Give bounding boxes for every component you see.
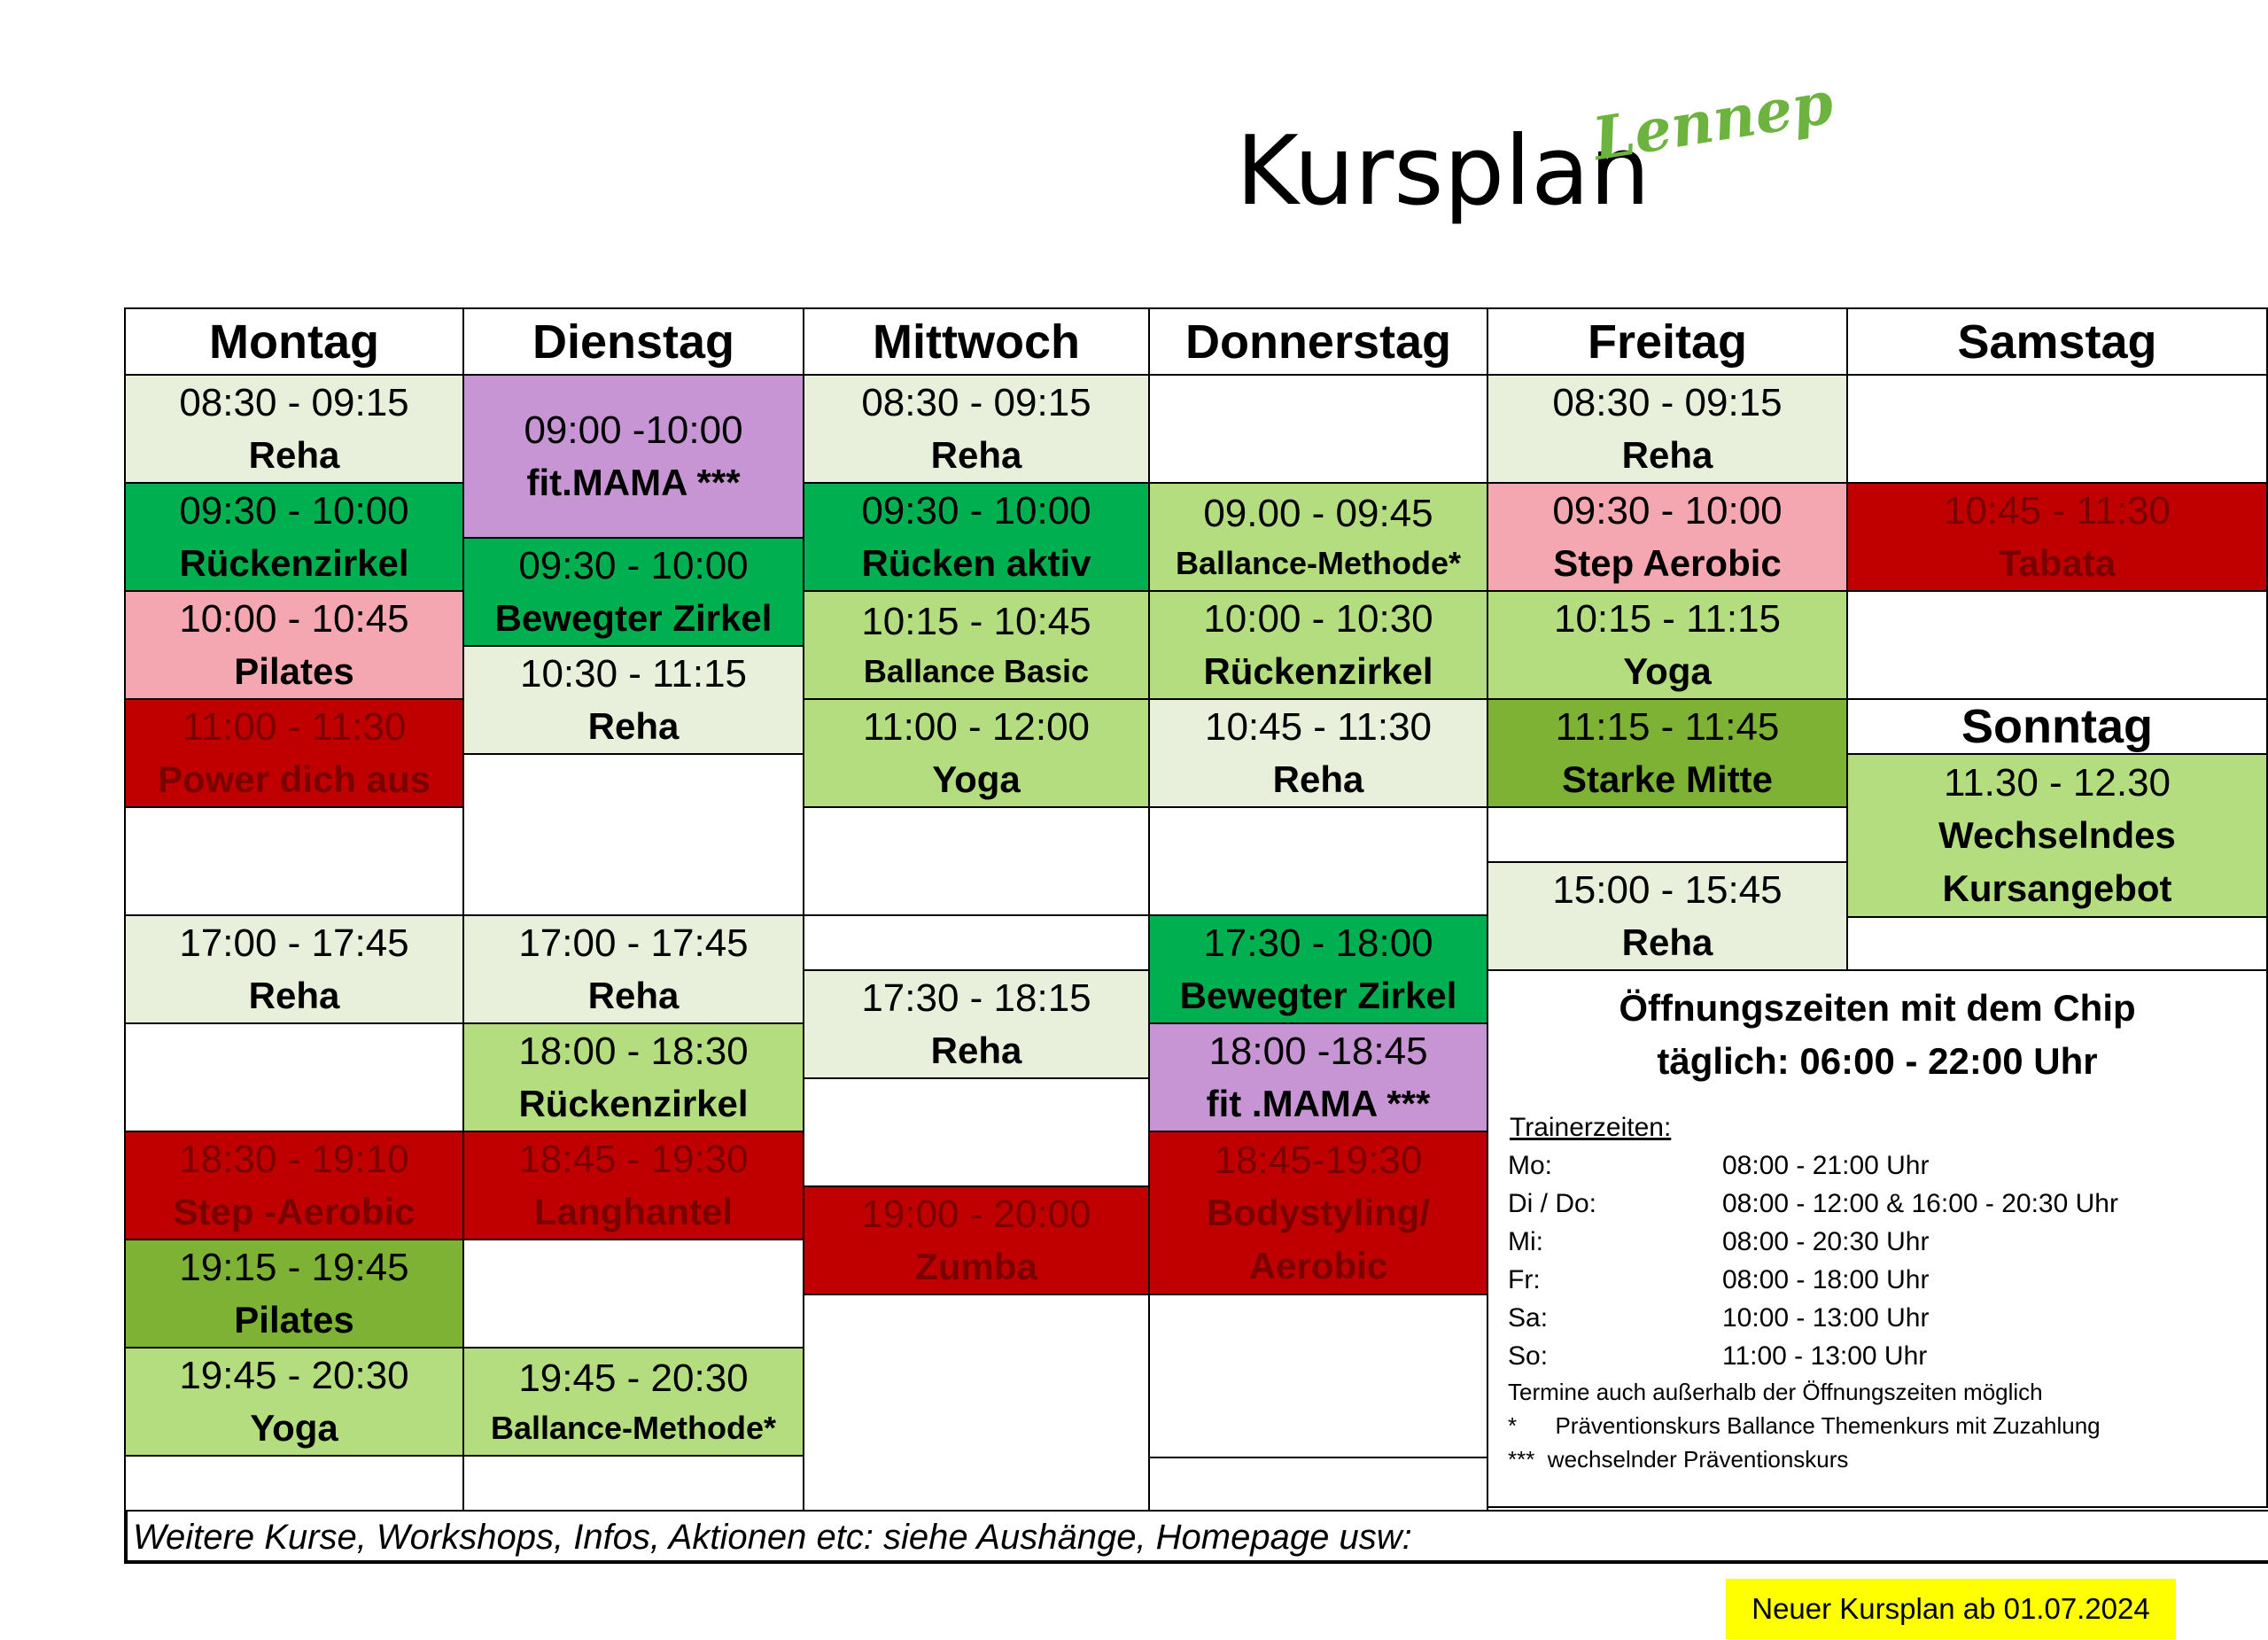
empty-cell <box>803 1294 1150 1512</box>
trainer-day: So: <box>1508 1341 1549 1371</box>
course-name-line2: Kursangebot <box>1942 867 2172 909</box>
course-name: Reha <box>587 705 680 747</box>
trainer-day: Fr: <box>1508 1265 1541 1294</box>
course-cell <box>1487 698 1848 808</box>
note-appointments: Termine auch außerhalb der Öffnungszeiten möglich <box>1508 1379 2043 1405</box>
course-name: Zumba <box>915 1246 1037 1287</box>
course-cell <box>1148 482 1488 592</box>
course-time: 09:30 - 10:00 <box>179 489 409 532</box>
page-title: Kursplan <box>1236 116 1651 227</box>
course-time: 08:30 - 09:15 <box>1552 381 1783 424</box>
course-name: Yoga <box>250 1407 338 1449</box>
course-name: Reha <box>930 1030 1022 1071</box>
course-time: 10:45 - 11:30 <box>1943 489 2171 532</box>
day-header-donnerstag: Donnerstag <box>1148 307 1488 376</box>
course-name: Yoga <box>1623 650 1712 692</box>
empty-cell <box>1846 916 2268 971</box>
course-cell <box>803 698 1150 808</box>
trainer-row <box>1508 1223 2266 1261</box>
course-time: 15:00 - 15:45 <box>1552 868 1783 912</box>
trainer-day: Sa: <box>1508 1303 1549 1333</box>
course-time: 19:00 - 20:00 <box>861 1193 1091 1236</box>
trainer-hours: 11:00 - 13:00 Uhr <box>1722 1341 1928 1371</box>
course-cell <box>462 1022 804 1132</box>
course-cell <box>124 914 464 1024</box>
course-cell <box>462 1131 804 1240</box>
course-name: Reha <box>1621 921 1713 963</box>
course-name: fit.MAMA *** <box>526 462 741 503</box>
opening-hours: täglich: 06:00 - 22:00 Uhr <box>1657 1040 2098 1082</box>
course-cell <box>124 1131 464 1240</box>
course-time: 09:30 - 10:00 <box>1552 489 1783 532</box>
course-name: Reha <box>587 975 680 1016</box>
course-name: Ballance-Methode* <box>1175 545 1462 581</box>
empty-cell <box>124 1455 464 1512</box>
empty-cell <box>1846 374 2268 484</box>
course-time: 17:30 - 18:15 <box>861 976 1091 1020</box>
trainer-title: Trainerzeiten: <box>1510 1113 1672 1142</box>
course-name: Reha <box>1621 434 1713 476</box>
course-cell <box>124 1347 464 1457</box>
opening-title: Öffnungszeiten mit dem Chip <box>1619 987 2136 1029</box>
course-cell <box>124 590 464 700</box>
course-cell <box>1148 590 1488 700</box>
course-name: Reha <box>930 434 1022 476</box>
course-name: Starke Mitte <box>1561 758 1774 800</box>
course-name: Pilates <box>234 650 354 692</box>
trainer-day: Di / Do: <box>1508 1189 1597 1218</box>
course-name: Bodystyling/ <box>1206 1192 1431 1233</box>
course-time: 09:30 - 10:00 <box>518 544 749 587</box>
empty-cell <box>124 806 464 916</box>
course-time: 10:00 - 10:45 <box>179 597 409 641</box>
empty-cell <box>1846 590 2268 700</box>
trainer-row <box>1508 1146 2266 1185</box>
trainer-row <box>1508 1299 2266 1337</box>
trainer-hours: 08:00 - 12:00 & 16:00 - 20:30 Uhr <box>1722 1189 2118 1218</box>
course-time: 11.30 - 12.30 <box>1943 761 2171 804</box>
course-time: 18:00 -18:45 <box>1208 1030 1428 1073</box>
course-time: 17:00 - 17:45 <box>179 921 409 965</box>
course-cell <box>803 374 1150 484</box>
course-name: Pilates <box>234 1299 354 1341</box>
course-time: 10:00 - 10:30 <box>1203 597 1433 641</box>
course-time: 08:30 - 09:15 <box>179 381 409 424</box>
course-time: 09:00 -10:00 <box>524 408 743 452</box>
course-cell <box>1487 482 1848 592</box>
course-time: 19:15 - 19:45 <box>179 1246 409 1289</box>
course-time: 11:00 - 12:00 <box>862 705 1091 749</box>
empty-cell <box>803 914 1150 971</box>
course-cell <box>462 1347 804 1457</box>
course-name: Rückenzirkel <box>179 542 409 584</box>
course-time: 18:45-19:30 <box>1214 1139 1423 1182</box>
day-header-dienstag: Dienstag <box>462 307 804 376</box>
course-cell <box>803 969 1150 1079</box>
course-cell <box>1148 698 1488 808</box>
note-footnote-single: * Präventionskurs Ballance Themenkurs mit Zuzahlung <box>1508 1412 2101 1439</box>
empty-cell <box>1148 806 1488 916</box>
empty-cell <box>803 1077 1150 1187</box>
page-subtitle: Lennep <box>1588 67 1838 174</box>
course-cell <box>803 1185 1150 1295</box>
course-name: Ballance Basic <box>863 653 1090 689</box>
trainer-row <box>1508 1337 2266 1375</box>
trainer-hours: 08:00 - 21:00 Uhr <box>1722 1151 1930 1180</box>
course-name: Tabata <box>1998 542 2117 584</box>
course-time: 09.00 - 09:45 <box>1203 492 1433 535</box>
course-time: 19:45 - 20:30 <box>179 1354 409 1397</box>
course-name: Rücken aktiv <box>861 542 1091 584</box>
course-time: 11:15 - 11:45 <box>1555 705 1780 749</box>
course-name: Reha <box>248 975 340 1016</box>
empty-cell <box>1487 806 1848 863</box>
course-time: 11:00 - 11:30 <box>182 705 407 749</box>
empty-cell <box>1148 1294 1488 1458</box>
course-time: 08:30 - 09:15 <box>861 381 1091 424</box>
course-time: 10:45 - 11:30 <box>1204 705 1433 749</box>
course-name: Step -Aerobic <box>173 1191 416 1232</box>
course-time: 10:15 - 11:15 <box>1553 597 1782 641</box>
course-cell <box>124 698 464 808</box>
day-header-mittwoch: Mittwoch <box>803 307 1150 376</box>
course-name: Reha <box>1272 758 1364 800</box>
course-name: Langhantel <box>533 1191 733 1232</box>
course-cell <box>1487 590 1848 700</box>
empty-cell <box>1148 1457 1488 1512</box>
course-time: 19:45 - 20:30 <box>518 1356 749 1400</box>
day-header-sonntag: Sonntag <box>1846 698 2268 755</box>
empty-cell <box>462 753 804 916</box>
course-cell <box>1148 1131 1488 1295</box>
trainer-row <box>1508 1261 2266 1299</box>
course-cell <box>1148 914 1488 1024</box>
course-name: Power dich aus <box>157 758 431 800</box>
empty-cell <box>1148 374 1488 484</box>
course-time: 10:15 - 10:45 <box>861 600 1091 643</box>
note-footnote-triple: *** wechselnder Präventionskurs <box>1508 1446 1849 1473</box>
course-time: 10:30 - 11:15 <box>519 652 748 696</box>
trainer-day: Mo: <box>1508 1151 1553 1180</box>
course-time: 18:00 - 18:30 <box>518 1030 749 1073</box>
day-header-samstag: Samstag <box>1846 307 2268 376</box>
course-cell <box>1846 753 2268 918</box>
course-time: 18:30 - 19:10 <box>179 1138 409 1181</box>
course-time: 17:30 - 18:00 <box>1203 921 1433 965</box>
trainer-hours: 08:00 - 18:00 Uhr <box>1722 1265 1930 1294</box>
course-cell <box>462 645 804 755</box>
course-name: Rückenzirkel <box>1203 650 1433 692</box>
course-cell <box>1846 482 2268 592</box>
course-cell <box>1487 861 1848 971</box>
course-name: Ballance-Methode* <box>490 1410 777 1446</box>
course-name: Bewegter Zirkel <box>1179 975 1457 1016</box>
course-name: Yoga <box>932 758 1021 800</box>
course-cell <box>1487 374 1848 484</box>
course-cell <box>124 374 464 484</box>
course-name-line2: Aerobic <box>1248 1245 1388 1286</box>
new-schedule-badge: Neuer Kursplan ab 01.07.2024 <box>1726 1579 2176 1639</box>
course-cell <box>462 374 804 539</box>
trainer-hours: 08:00 - 20:30 Uhr <box>1722 1227 1930 1256</box>
course-time: 18:45 - 19:30 <box>518 1138 749 1181</box>
course-cell <box>1148 1022 1488 1132</box>
course-name: fit .MAMA *** <box>1206 1083 1431 1124</box>
course-cell <box>462 914 804 1024</box>
course-name: Reha <box>248 434 340 476</box>
empty-cell <box>124 1022 464 1132</box>
info-panel <box>1487 969 2268 1508</box>
course-cell <box>462 537 804 647</box>
course-name: Step Aerobic <box>1553 542 1782 584</box>
trainer-day: Mi: <box>1508 1227 1543 1256</box>
empty-cell <box>462 1239 804 1349</box>
course-name: Rückenzirkel <box>518 1083 749 1124</box>
day-header-freitag: Freitag <box>1487 307 1848 376</box>
course-time: 17:00 - 17:45 <box>518 921 749 965</box>
course-time: 09:30 - 10:00 <box>861 489 1091 532</box>
day-header-montag: Montag <box>124 307 464 376</box>
course-cell <box>124 482 464 592</box>
trainer-row <box>1508 1185 2266 1223</box>
course-cell <box>124 1239 464 1349</box>
course-cell <box>803 482 1150 592</box>
footer-note: Weitere Kurse, Workshops, Infos, Aktionen etc: siehe Aushänge, Homepage usw: <box>124 1510 2268 1564</box>
trainer-hours: 10:00 - 13:00 Uhr <box>1722 1303 1930 1333</box>
empty-cell <box>803 806 1150 916</box>
course-name: Wechselndes <box>1938 814 2176 856</box>
course-cell <box>803 590 1150 700</box>
course-name: Bewegter Zirkel <box>494 597 773 639</box>
empty-cell <box>462 1455 804 1512</box>
